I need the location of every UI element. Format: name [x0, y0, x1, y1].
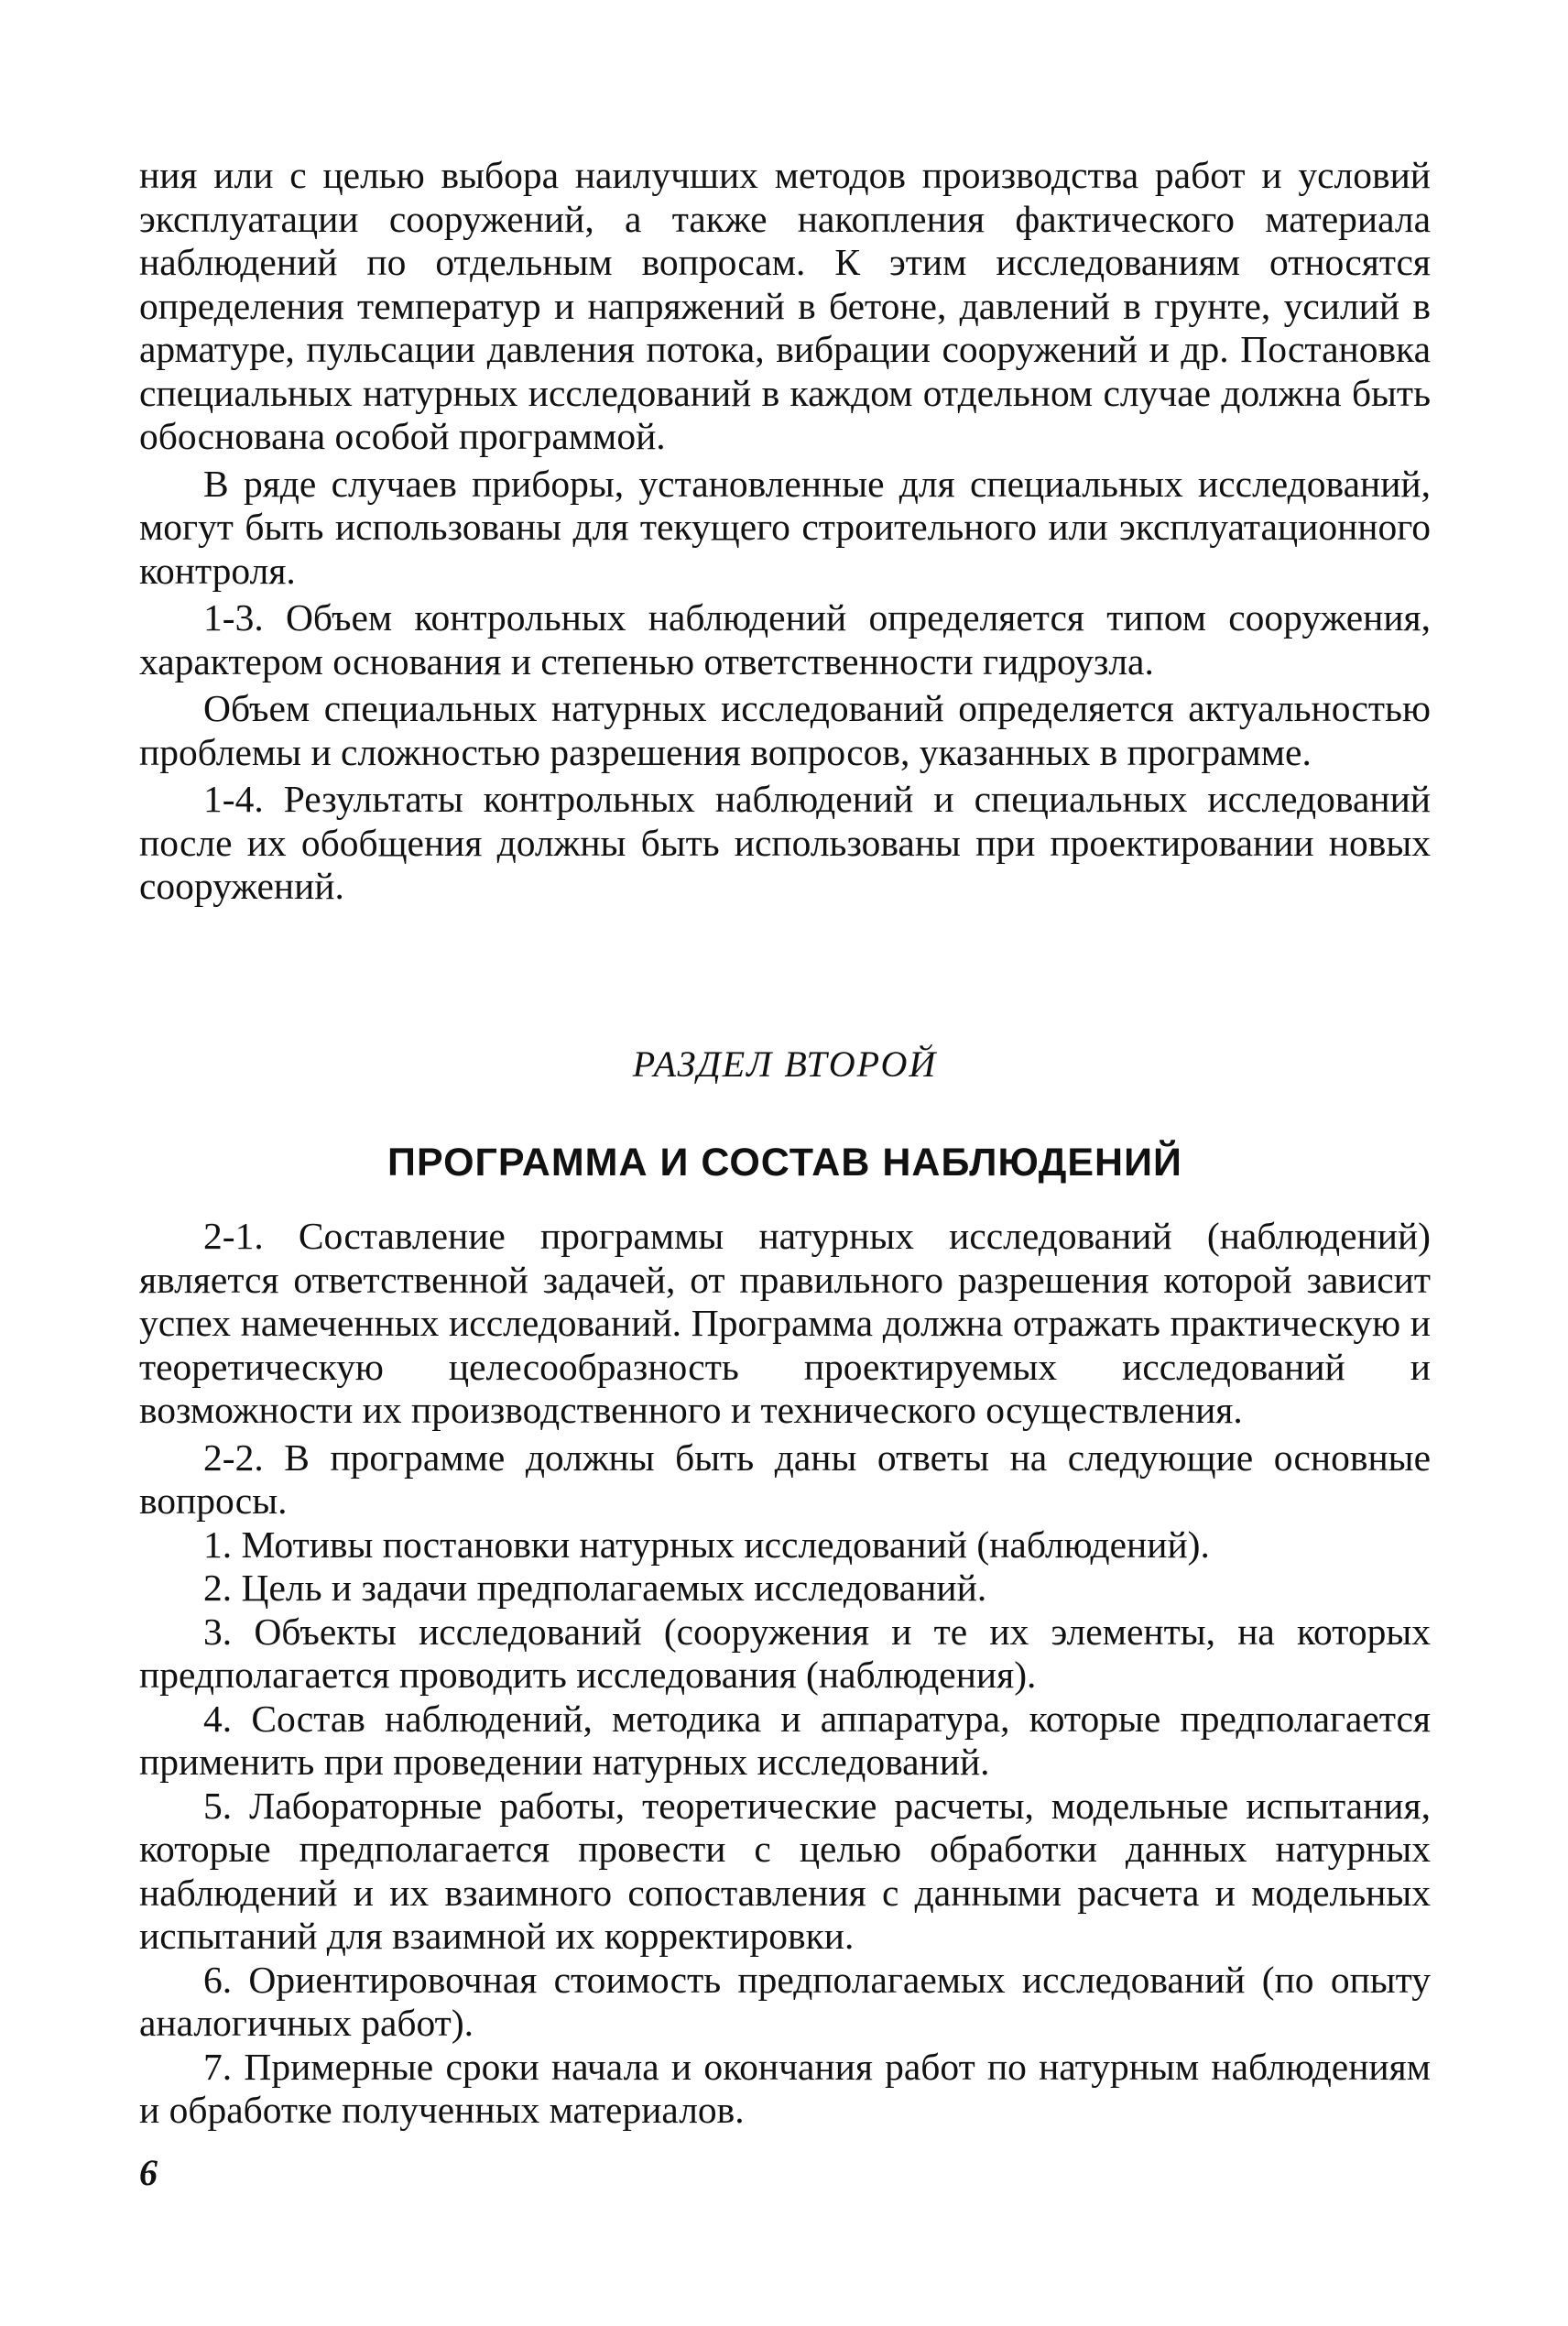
clause-1-3: 1-3. Объем контрольных наблюдений определяется типом сооружения, характером основания и степенью ответственности гидроузла. — [139, 596, 1431, 683]
list-item-4: 4. Состав наблюдений, методика и аппаратура, которые предполагается применить при проведении натурных исследований. — [139, 1697, 1431, 1783]
program-block — [139, 1215, 1431, 2133]
clause-2-2: 2-2. В программе должны быть даны ответы на следующие основные вопросы. — [139, 1436, 1431, 1522]
page-number: 6 — [139, 2152, 158, 2193]
list-item-5: 5. Лабораторные работы, теоретические расчеты, модельные испытания, которые предполагается провести с целью обработки данных натурных наблюдений и их взаимного сопоставления с данными расчета и модельных испытаний для взаимной их корректировки. — [139, 1784, 1431, 1957]
intro-paragraph-2: В ряде случаев приборы, установленные для специальных исследований, могут быть использованы для текущего строительного или эксплуатационного контроля. — [139, 462, 1431, 592]
list-item-7: 7. Примерные сроки начала и окончания работ по натурным наблюдениям и обработке полученных материалов. — [139, 2045, 1431, 2131]
intro-block — [139, 154, 1431, 909]
list-item-2: 2. Цель и задачи предполагаемых исследований. — [203, 1567, 987, 1609]
clause-2-1: 2-1. Составление программы натурных исследований (наблюдений) является ответственной задачей, от правильного разрешения которой зависит успех намеченных исследований. Программа должна отражать практическую и теоретическую целесообразность проектируемых исследований и возможности их производственного и технического осуществления. — [139, 1215, 1431, 1431]
section-label: РАЗДЕЛ ВТОРОЙ — [632, 1043, 938, 1085]
intro-paragraph-4: Объем специальных натурных исследований определяется актуальностью проблемы и сложностью разрешения вопросов, указанных в программе. — [139, 687, 1431, 773]
list-item-1: 1. Мотивы постановки натурных исследований (наблюдений). — [203, 1523, 1210, 1566]
list-item-3: 3. Объекты исследований (сооружения и те их элементы, на которых предполагается проводить исследования (наблюдения). — [139, 1610, 1431, 1696]
intro-paragraph-1: ния или с целью выбора наилучших методов производства работ и условий эксплуатации сооружений, а также накопления фактического материала наблюдений по отдельным вопросам. К этим исследованиям относятся определения температур и напряжений в бетоне, давлений в грунте, усилий в арматуре, пульсации давления потока, вибрации сооружений и др. Постановка специальных натурных исследований в каждом отдельном случае должна быть обоснована особой программой. — [139, 154, 1431, 457]
list-item-6: 6. Ориентировочная стоимость предполагаемых исследований (по опыту аналогичных работ). — [139, 1958, 1431, 2044]
section-title: ПРОГРАММА И СОСТАВ НАБЛЮДЕНИЙ — [387, 1141, 1182, 1185]
clause-1-4: 1-4. Результаты контрольных наблюдений и специальных исследований после их обобщения должны быть использованы при проектировании новых сооружений. — [139, 778, 1431, 907]
